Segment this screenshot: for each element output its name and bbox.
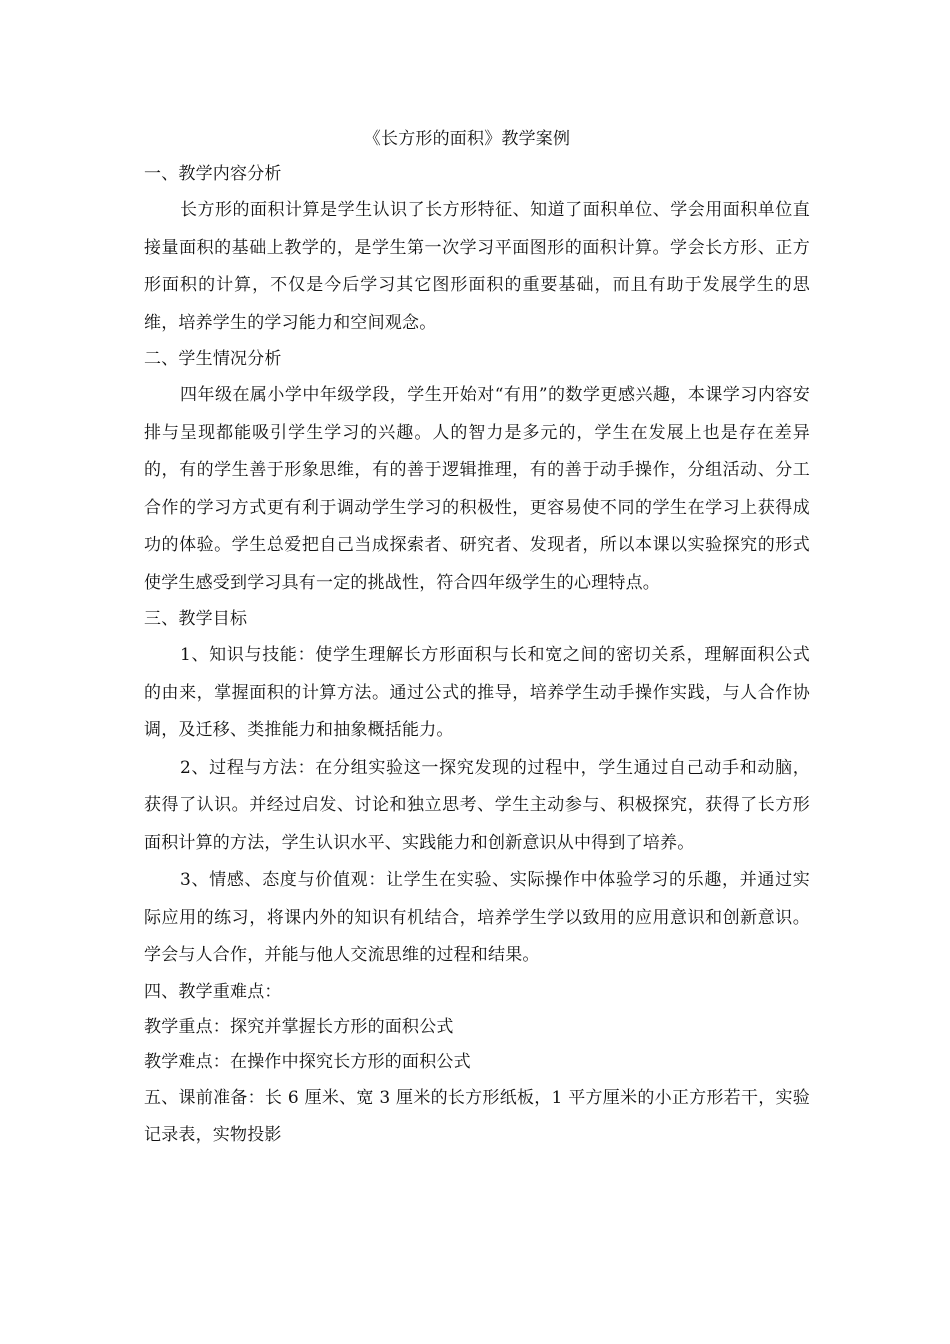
key-point-line: 教学重点：探究并掌握长方形的面积公式: [144, 1016, 454, 1037]
paragraph-content-analysis: 长方形的面积计算是学生认识了长方形特征、知道了面积单位、学会用面积单位直接量面积的基础上教学的，是学生第一次学习平面图形的面积计算。学会长方形、正方形面积的计算，不仅是今后学习其它图形面积的重要基础，而且有助于发展学生的思维，培养学生的学习能力和空间观念。: [144, 200, 810, 333]
section-heading-teaching-goals: 三、教学目标: [144, 609, 248, 629]
paragraph-goal-emotion-values: 3、情感、态度与价值观：让学生在实验、实际操作中体验学习的乐趣，并通过实际应用的练习，将课内外的知识有机结合，培养学生学以致用的应用意识和创新意识。学会与人合作，并能与他人交流思维的过程和结果。: [144, 870, 810, 965]
difficult-point-line: 教学难点：在操作中探究长方形的面积公式: [144, 1051, 471, 1072]
section-heading-student-analysis: 二、学生情况分析: [144, 349, 282, 369]
paragraph-goal-knowledge-skills: 1、知识与技能：使学生理解长方形面积与长和宽之间的密切关系，理解面积公式的由来，掌握面积的计算方法。通过公式的推导，培养学生动手操作实践，与人合作协调，及迁移、类推能力和抽象概括能力。: [144, 645, 810, 740]
section-heading-content-analysis: 一、教学内容分析: [144, 164, 282, 184]
section-preparation: 五、课前准备：长 6 厘米、宽 3 厘米的长方形纸板，1 平方厘米的小正方形若干，实验记录表，实物投影: [144, 1087, 810, 1145]
section-heading-key-difficult-points: 四、教学重难点：: [144, 981, 282, 1002]
document-body: [144, 122, 810, 1155]
document-title: 《长方形的面积》教学案例: [363, 129, 571, 149]
paragraph-student-analysis: 四年级在属小学中年级学段，学生开始对“有用”的数学更感兴趣，本课学习内容安排与呈现都能吸引学生学习的兴趣。人的智力是多元的，学生在发展上也是存在差异的，有的学生善于形象思维，有的善于逻辑推理，有的善于动手操作，分组活动、分工合作的学习方式更有利于调动学生学习的积极性，更容易使不同的学生在学习上获得成功的体验。学生总爱把自己当成探索者、研究者、发现者，所以本课以实验探究的形式使学生感受到学习具有一定的挑战性，符合四年级学生的心理特点。: [144, 385, 810, 593]
paragraph-goal-process-methods: 2、过程与方法：在分组实验这一探究发现的过程中，学生通过自己动手和动脑，获得了认识。并经过启发、讨论和独立思考、学生主动参与、积极探究，获得了长方形面积计算的方法，学生认识水平、实践能力和创新意识从中得到了培养。: [144, 757, 810, 853]
